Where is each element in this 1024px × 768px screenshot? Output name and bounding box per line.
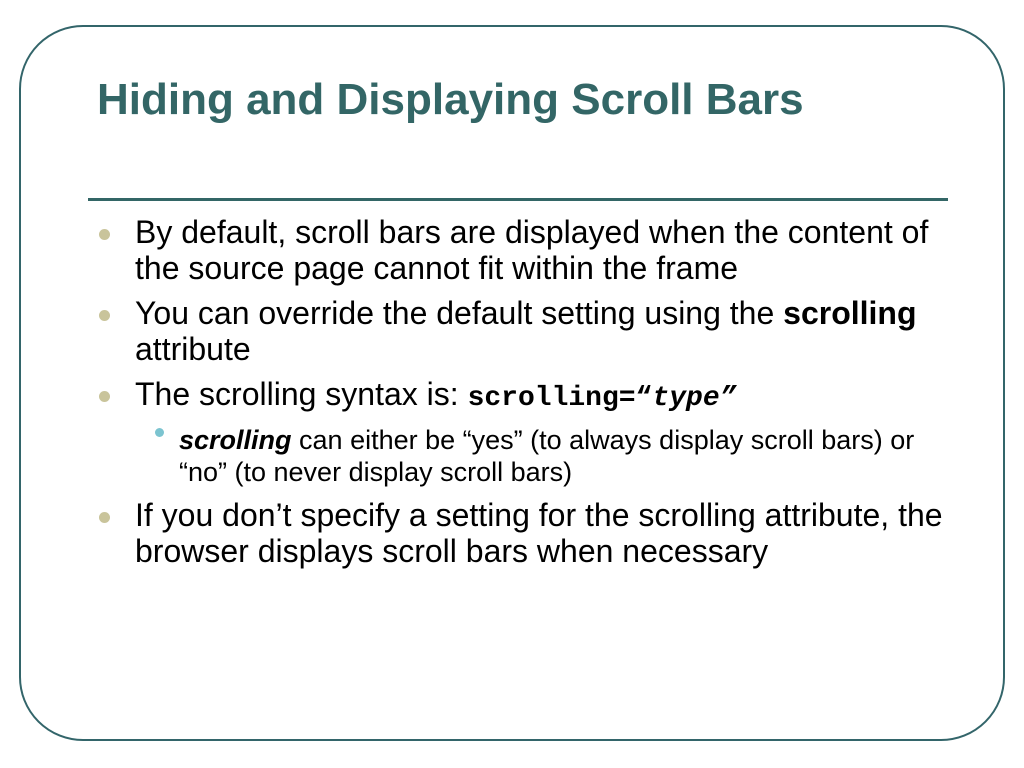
bullet-item-syntax [97,376,947,417]
bullet-dot-icon [99,512,110,523]
title-divider [88,198,948,201]
slide-title: Hiding and Displaying Scroll Bars [97,75,804,124]
sub-bullet-dot-icon [155,428,164,437]
syntax-code-type: type” [652,383,737,414]
bullet-text: By default, scroll bars are displayed when the content of the source page cannot fit within the frame [135,214,929,286]
syntax-code: scrolling=“ [467,383,653,414]
bullet-text-suffix: attribute [135,331,251,367]
bullet-dot-icon [99,391,110,402]
bullet-item-default-display [97,214,947,286]
sub-bullet-keyword: scrolling [179,425,292,455]
bullet-text-prefix: You can override the default setting using the [135,295,784,331]
bullet-text: If you don’t specify a setting for the scrolling attribute, the browser displays scroll bars when necessary [135,497,943,569]
bullet-item-browser-default [97,497,947,569]
bullet-text-bold-keyword: scrolling [783,295,917,331]
bullet-item-override [97,295,947,367]
sub-bullet-text: can either be “yes” (to always display scroll bars) or “no” (to never display scroll bars) [179,425,915,487]
bullet-dot-icon [99,310,110,321]
bullet-dot-icon [99,229,110,240]
slide-body [97,214,947,578]
sub-bullet-item-values [97,424,947,488]
bullet-text-prefix: The scrolling syntax is: [135,376,468,412]
